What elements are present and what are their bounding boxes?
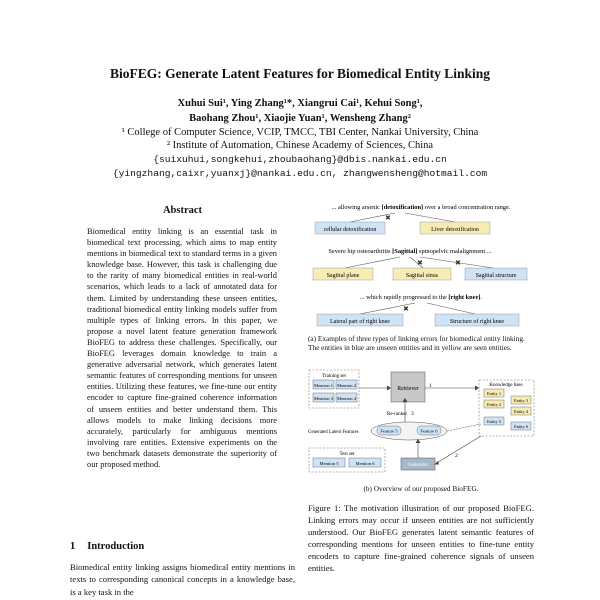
example-2-entity-a: Sagittal plane <box>326 273 360 279</box>
test-set-label: Test set <box>339 452 355 457</box>
entity-3: Entity 3 <box>513 398 529 403</box>
knowledge-base-label: Knowledge base <box>489 383 523 388</box>
example-2-sentence: Severe hip osteoarthritis [Sagittal] spinopelvic malalignment ... <box>328 248 492 255</box>
mention-3: Mention 3 <box>313 396 334 401</box>
step-2: 2 <box>455 453 458 459</box>
section-heading <box>70 541 144 552</box>
example-1-right-entity: Liver detoxification <box>431 227 479 233</box>
step-1: 1 <box>429 383 432 389</box>
entity-4: Entity 4 <box>513 409 529 414</box>
figure-1-caption: Figure 1: The motivation illustration of our proposed BioFEG. Linking errors may occur if unseen entities are not sufficiently understood. Our BioFEG generates latent semantic features of corresponding mentions for unseen entities to fine-tune entity encoders to capture fine-grained coherence signals of unseen entities. <box>308 503 534 573</box>
section-number: 1 <box>70 541 76 552</box>
mention-5: Mention 5 <box>319 461 339 466</box>
feature-5: Feature 5 <box>380 428 398 434</box>
cross-icon: ✖ <box>455 259 461 267</box>
cross-icon: ✖ <box>417 259 423 267</box>
authors-line-1: Xuhui Sui¹, Ying Zhang¹*, Xiangrui Cai¹, Kehui Song¹, <box>177 98 423 109</box>
paper-title: BioFEG: Generate Latent Features for Biomedical Entity Linking <box>109 66 491 81</box>
affiliation-1: ¹ College of Computer Science, VCIP, TMCC, TBI Center, Nankai University, China <box>121 127 479 138</box>
subcaption-b: (b) Overview of our proposed BioFEG. <box>363 484 479 493</box>
reranker-label: Re-ranker <box>387 412 407 417</box>
affiliation-2: ² Institute of Automation, Chinese Academy of Sciences, China <box>166 140 434 151</box>
feature-6: Feature 6 <box>420 428 438 434</box>
example-3-sentence: ... which rapidly progressed to the [right knee]. <box>359 294 483 301</box>
entity-6: Entity 6 <box>513 424 529 429</box>
cross-icon: ✖ <box>385 214 391 222</box>
email-line-1: {suixuhui,songkehui,zhoubaohang}@dbis.nankai.edu.cn <box>153 154 447 165</box>
figure-1b <box>305 366 537 482</box>
example-2-entity-b: Sagittal sinus <box>405 273 439 279</box>
mention-1: Mention 1 <box>313 383 334 388</box>
generator-label: Generator <box>407 462 429 468</box>
mention-6: Mention 6 <box>355 461 375 466</box>
example-3-right-entity: Structure of right knee <box>449 319 505 325</box>
authors-line-2: Baohang Zhou¹, Xiaojie Yuan¹, Wensheng Zhang² <box>189 113 411 124</box>
subcaption-a: (a) Examples of three types of linking errors for biomedical entity linking. The entities in blue are unseen entities and in yellow are seen entities. <box>308 334 525 353</box>
step-3: 3 <box>411 411 414 417</box>
training-set-label: Training set <box>322 374 346 379</box>
introduction-body: Biomedical entity linking assigns biomedical entity mentions in texts to corresponding canonical concepts in a knowledge base, is a key task in the <box>70 562 295 597</box>
mention-2: Mention 2 <box>336 383 357 388</box>
example-1-left-entity: cellular detoxification <box>323 227 377 233</box>
entity-2: Entity 2 <box>486 402 502 407</box>
example-1-sentence: ... allowing arsenic [detoxification] over a broad concentration range. <box>331 204 511 211</box>
retriever-label: Retriever <box>397 386 419 392</box>
example-2-entity-c: Sagittal structure <box>475 273 517 279</box>
section-title: Introduction <box>87 541 145 552</box>
mention-4: Mention 4 <box>336 396 357 401</box>
entity-1: Entity 1 <box>486 391 502 396</box>
generated-latent-features-label: Generated Latent Features <box>308 430 359 435</box>
example-3-left-entity: Lateral part of right knee <box>330 319 390 325</box>
figure-1a <box>305 196 537 332</box>
email-line-2: {yingzhang,caixr,yuanxj}@nankai.edu.cn, zhangwensheng@hotmail.com <box>112 168 488 179</box>
abstract-body: Biomedical entity linking is an essential task in biomedical text processing, which aims to map entity mentions in biomedical text to standard terms in a given knowledge base. However, this task is challenging due to the rarity of many biomedical entities in real-world scenarios, which leads to a lack of annotated data for them. Limited by understanding these unseen entities, traditional biomedical entity linking models suffer from multiple types of linking errors. In this paper, we propose a novel latent feature generation framework BioFEG to address these challenges. Specifically, our BioFEG leverages domain knowledge to train a generative adversarial network, which generates latent semantic features of corresponding mentions for unseen entities. Utilizing these features, we fine-tune our entity encoder to capture fine-grained coherence information of unseen entities and better understand them. This allows models to make linking decisions more accurately, particularly for ambiguous mentions involving rare entities. Extensive experiments on the two benchmark datasets demonstrate the superiority of our proposed method. <box>87 227 277 469</box>
abstract-heading: Abstract <box>162 205 203 216</box>
cross-icon: ✖ <box>403 305 409 313</box>
entity-5: Entity 5 <box>486 419 502 424</box>
